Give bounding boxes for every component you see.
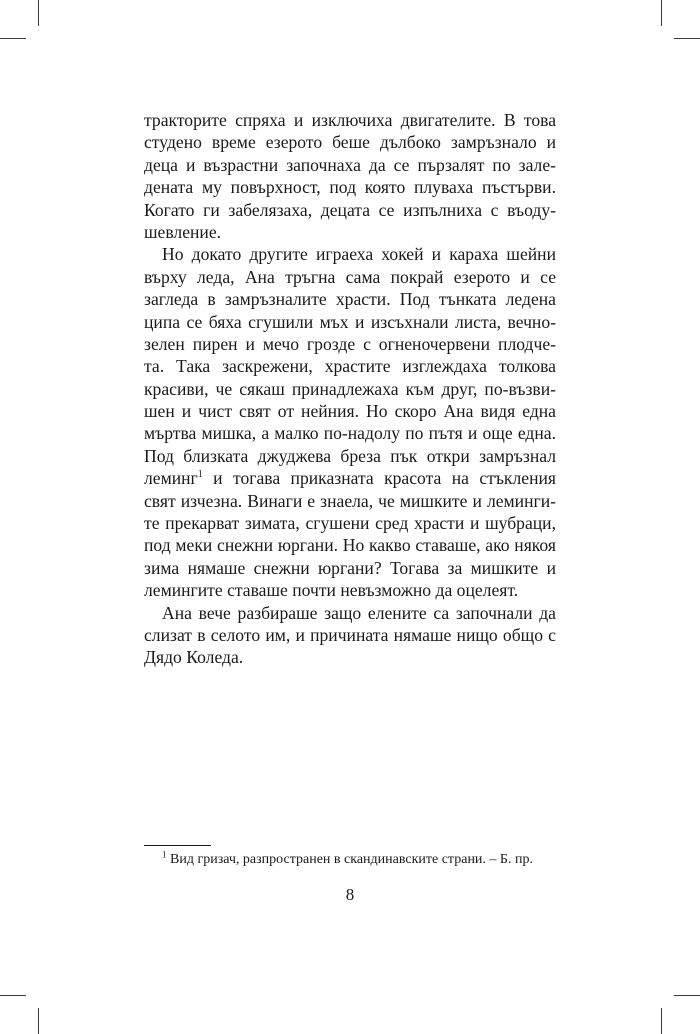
text-line-content: зелен пирен и мечо грозде с огненочервени плодче-	[144, 333, 556, 354]
text-line	[144, 422, 556, 444]
text-line-content: зима нямаше снежни юргани? Тогава за мишките и	[144, 557, 556, 578]
text-line-content: под меки снежни юргани. Но какво ставаше, ако някоя	[144, 535, 556, 556]
text-line	[144, 243, 556, 265]
text-line	[144, 288, 556, 310]
text-line-content: шевление.	[144, 221, 222, 242]
footnote	[162, 851, 556, 869]
text-line-content: студено време езерото беше дълбоко замръзнало и	[144, 132, 556, 153]
text-line-content: Ана вече разбираше защо елените са започнали да	[162, 602, 556, 623]
text-line	[144, 311, 556, 333]
text-line-content: Под близката джуджева бреза пък откри замръзнал	[144, 445, 556, 466]
crop-mark-bottom-right-vertical	[661, 1008, 662, 1034]
text-line	[144, 355, 556, 377]
footnote-separator	[144, 845, 211, 846]
text-line	[144, 378, 556, 400]
text-line	[144, 221, 556, 243]
text-line	[144, 579, 556, 601]
text-line-content: шен и чист свят от нейния. Но скоро Ана видя една	[144, 401, 556, 422]
footnote-reference: 1	[197, 469, 203, 481]
text-line	[144, 445, 556, 467]
footnote-text: Вид гризач, разпространен в скандинавските страни. – Б. пр.	[166, 852, 533, 867]
text-line	[144, 400, 556, 422]
text-line	[144, 557, 556, 579]
text-line	[144, 333, 556, 355]
crop-mark-bottom-left-horizontal	[0, 995, 26, 996]
text-line	[144, 602, 556, 624]
crop-mark-top-right-horizontal	[674, 38, 700, 39]
footnote-marker: 1	[162, 849, 167, 860]
body-text	[144, 109, 556, 669]
text-line-content: слизат в селото им, и причината нямаше нищо общо с	[144, 624, 556, 645]
crop-mark-bottom-right-horizontal	[674, 995, 700, 996]
text-line	[144, 467, 556, 489]
text-line-content: върху леда, Ана тръгна сама покрай езерото и се	[144, 266, 556, 287]
crop-mark-top-right-vertical	[661, 0, 662, 26]
text-line-content: Когато ги забелязаха, децата се изпълниха с въоду-	[144, 199, 556, 220]
text-line-content: Дядо Коледа.	[144, 647, 244, 668]
text-line-content: дената му повърхност, под която плуваха пъстърви.	[144, 177, 556, 198]
text-line-content: леминг	[144, 468, 198, 489]
page-number: 8	[345, 885, 355, 904]
crop-mark-bottom-left-vertical	[38, 1008, 39, 1034]
text-line-content: и тогава приказната красота на стъкления	[202, 468, 556, 489]
crop-mark-top-left-vertical	[38, 0, 39, 26]
text-line-content: тракторите спряха и изключиха двигателите. В това	[144, 110, 556, 130]
text-line	[144, 131, 556, 153]
text-line-content: Но докато другите играеха хокей и караха шейни	[162, 244, 556, 265]
text-line-content: та. Така заскрежени, храстите изглеждаха толкова	[144, 356, 556, 377]
text-line	[144, 624, 556, 646]
text-line-content: те прекарват зимата, сгушени сред храсти и шубраци,	[144, 513, 556, 534]
text-line-content: мъртва мишка, а малко по-надолу по пътя и още една.	[144, 423, 556, 444]
text-line	[144, 490, 556, 512]
text-line-content: загледа в замръзналите храсти. Под тънката ледена	[144, 289, 556, 310]
text-line	[144, 266, 556, 288]
text-line	[144, 176, 556, 198]
text-line	[144, 646, 556, 668]
text-line	[144, 154, 556, 176]
text-line	[144, 512, 556, 534]
text-line	[144, 534, 556, 556]
text-line-content: свят изчезна. Винаги е знаела, че мишките и леминги-	[144, 490, 556, 511]
text-line-content: деца и възрастни започнаха да се пързалят по зале-	[144, 154, 556, 175]
text-line	[144, 199, 556, 221]
text-line-content: лемингите ставаше почти невъзможно да оцелеят.	[144, 580, 519, 601]
text-line-content: ципа се бяха сгушили мъх и изсъхнали листа, вечно-	[144, 311, 556, 332]
crop-mark-top-left-horizontal	[0, 38, 26, 39]
text-line	[144, 109, 556, 131]
text-line-content: красиви, че сякаш принадлежаха към друг, по-възви-	[144, 378, 556, 399]
